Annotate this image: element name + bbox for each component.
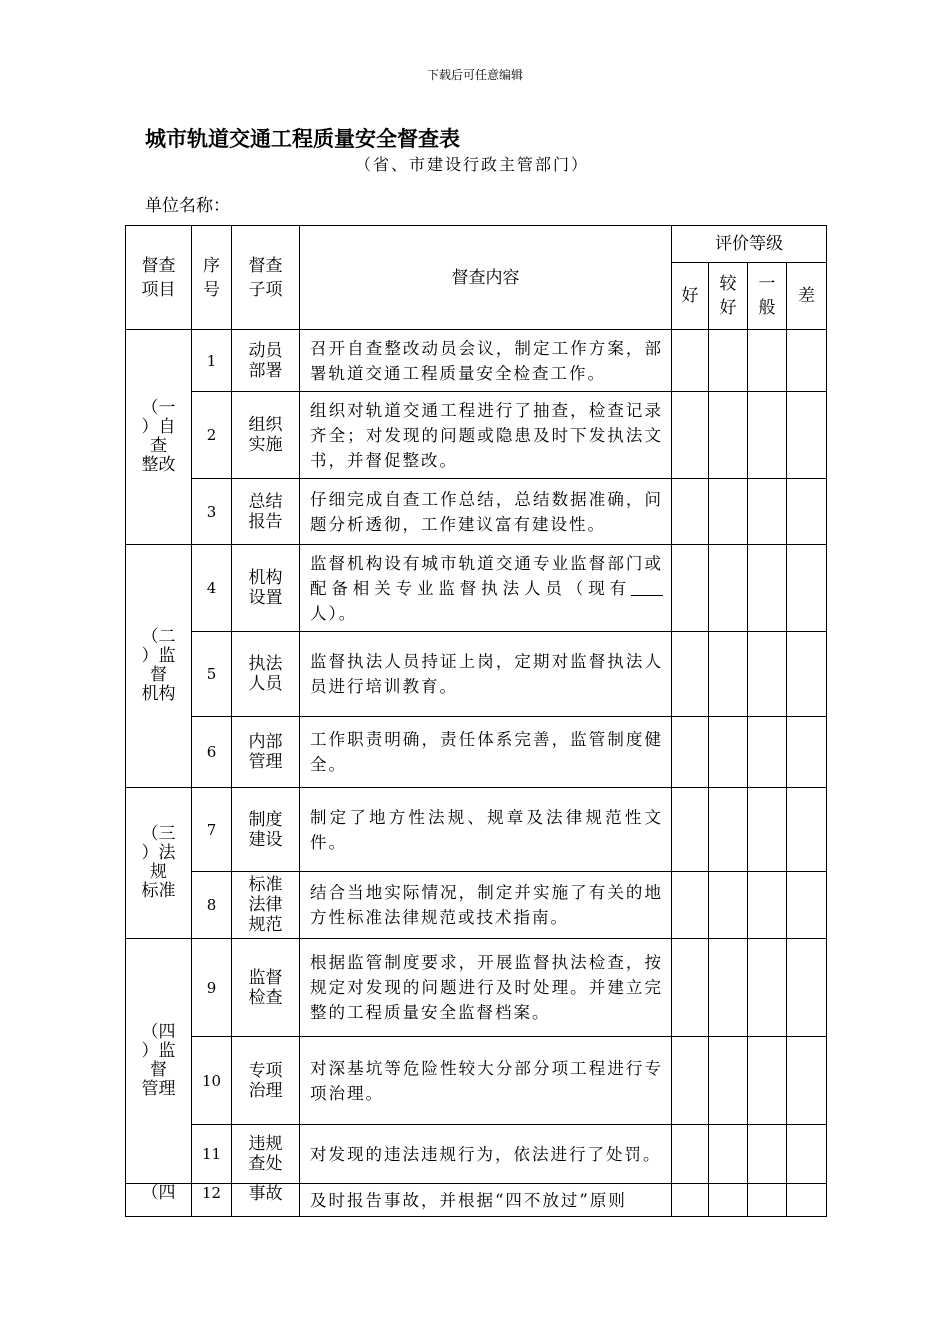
subitem-cell: 动员 部署 xyxy=(232,330,300,392)
seq-cell: 6 xyxy=(192,717,232,788)
table-row xyxy=(126,1037,827,1125)
header-content: 督查内容 xyxy=(300,226,672,330)
rating-good-cell[interactable] xyxy=(672,1037,709,1125)
header-normal: 一 般 xyxy=(748,263,787,330)
rating-poor-cell[interactable] xyxy=(787,545,827,632)
header-good: 好 xyxy=(672,263,709,330)
rating-fair-good-cell[interactable] xyxy=(709,1037,748,1125)
content-cell: 对发现的违法违规行为，依法进行了处罚。 xyxy=(300,1125,672,1184)
rating-fair-good-cell[interactable] xyxy=(709,717,748,788)
rating-good-cell[interactable] xyxy=(672,1125,709,1184)
content-cell: 结合当地实际情况，制定并实施了有关的地方性标准法律规范或技术指南。 xyxy=(300,872,672,939)
rating-fair-good-cell[interactable] xyxy=(709,330,748,392)
rating-normal-cell[interactable] xyxy=(748,1184,787,1217)
seq-cell: 10 xyxy=(192,1037,232,1125)
rating-poor-cell[interactable] xyxy=(787,939,827,1037)
rating-normal-cell[interactable] xyxy=(748,1037,787,1125)
subitem-cell: 事故 xyxy=(232,1184,300,1217)
rating-fair-good-cell[interactable] xyxy=(709,872,748,939)
subitem-cell: 执法 人员 xyxy=(232,632,300,717)
rating-normal-cell[interactable] xyxy=(748,330,787,392)
subitem-cell: 监督 检查 xyxy=(232,939,300,1037)
table-row xyxy=(126,1184,827,1217)
table-row xyxy=(126,717,827,788)
rating-fair-good-cell[interactable] xyxy=(709,545,748,632)
table-row xyxy=(126,479,827,545)
subitem-cell: 标准 法律 规范 xyxy=(232,872,300,939)
rating-good-cell[interactable] xyxy=(672,330,709,392)
rating-poor-cell[interactable] xyxy=(787,872,827,939)
rating-fair-good-cell[interactable] xyxy=(709,788,748,872)
content-cell: 根据监管制度要求，开展监督执法检查，按规定对发现的问题进行及时处理。并建立完整的工程质量安全监督档案。 xyxy=(300,939,672,1037)
rating-poor-cell[interactable] xyxy=(787,1037,827,1125)
content-cell: 监督机构设有城市轨道交通专业监督部门或配备相关专业监督执法人员（现有人）。 xyxy=(300,545,672,632)
seq-cell: 11 xyxy=(192,1125,232,1184)
header-item: 督查 项目 xyxy=(126,226,192,330)
rating-good-cell[interactable] xyxy=(672,717,709,788)
rating-fair-good-cell[interactable] xyxy=(709,479,748,545)
rating-poor-cell[interactable] xyxy=(787,717,827,788)
header-poor: 差 xyxy=(787,263,827,330)
table-row xyxy=(126,392,827,479)
header-rating: 评价等级 xyxy=(672,226,827,263)
rating-poor-cell[interactable] xyxy=(787,1125,827,1184)
table-row xyxy=(126,872,827,939)
subitem-cell: 总结 报告 xyxy=(232,479,300,545)
header-seq: 序 号 xyxy=(192,226,232,330)
category-cell: （二 ）监 督 机构 xyxy=(126,545,192,788)
table-row xyxy=(126,788,827,872)
seq-cell: 1 xyxy=(192,330,232,392)
inspection-table xyxy=(125,225,827,1217)
rating-normal-cell[interactable] xyxy=(748,717,787,788)
rating-normal-cell[interactable] xyxy=(748,545,787,632)
table-row xyxy=(126,330,827,392)
rating-normal-cell[interactable] xyxy=(748,872,787,939)
rating-normal-cell[interactable] xyxy=(748,392,787,479)
subitem-cell: 专项 治理 xyxy=(232,1037,300,1125)
rating-good-cell[interactable] xyxy=(672,545,709,632)
table-row xyxy=(126,545,827,632)
category-cell: （三 ）法 规 标准 xyxy=(126,788,192,939)
content-cell: 仔细完成自查工作总结，总结数据准确，问题分析透彻，工作建议富有建设性。 xyxy=(300,479,672,545)
seq-cell: 9 xyxy=(192,939,232,1037)
rating-poor-cell[interactable] xyxy=(787,632,827,717)
rating-fair-good-cell[interactable] xyxy=(709,392,748,479)
content-cell: 及时报告事故，并根据“四不放过”原则 xyxy=(300,1184,672,1217)
rating-poor-cell[interactable] xyxy=(787,392,827,479)
rating-normal-cell[interactable] xyxy=(748,632,787,717)
seq-cell: 2 xyxy=(192,392,232,479)
category-cell: （四 ）监 督 管理 xyxy=(126,939,192,1184)
rating-fair-good-cell[interactable] xyxy=(709,939,748,1037)
content-cell: 召开自查整改动员会议，制定工作方案，部署轨道交通工程质量安全检查工作。 xyxy=(300,330,672,392)
seq-cell: 3 xyxy=(192,479,232,545)
seq-cell: 4 xyxy=(192,545,232,632)
seq-cell: 12 xyxy=(192,1184,232,1217)
table-row xyxy=(126,939,827,1037)
rating-good-cell[interactable] xyxy=(672,1184,709,1217)
fill-blank[interactable] xyxy=(631,579,663,596)
rating-normal-cell[interactable] xyxy=(748,939,787,1037)
content-cell: 工作职责明确，责任体系完善，监管制度健全。 xyxy=(300,717,672,788)
rating-good-cell[interactable] xyxy=(672,392,709,479)
header-note: 下载后可任意编辑 xyxy=(426,68,523,82)
rating-good-cell[interactable] xyxy=(672,872,709,939)
rating-good-cell[interactable] xyxy=(672,939,709,1037)
rating-good-cell[interactable] xyxy=(672,479,709,545)
category-cell: （四 xyxy=(126,1184,192,1217)
rating-normal-cell[interactable] xyxy=(748,1125,787,1184)
seq-cell: 5 xyxy=(192,632,232,717)
subitem-cell: 机构 设置 xyxy=(232,545,300,632)
content-cell: 对深基坑等危险性较大分部分项工程进行专项治理。 xyxy=(300,1037,672,1125)
header-subitem: 督查 子项 xyxy=(232,226,300,330)
content-cell: 组织对轨道交通工程进行了抽查，检查记录齐全；对发现的问题或隐患及时下发执法文书，并督促整改。 xyxy=(300,392,672,479)
category-cell: （一 ）自 查 整改 xyxy=(126,330,192,545)
table-row xyxy=(126,632,827,717)
seq-cell: 7 xyxy=(192,788,232,872)
table-row xyxy=(126,1125,827,1184)
unit-name-label: 单位名称： xyxy=(145,196,230,216)
rating-poor-cell[interactable] xyxy=(787,479,827,545)
subitem-cell: 组织 实施 xyxy=(232,392,300,479)
content-cell: 制定了地方性法规、规章及法律规范性文件。 xyxy=(300,788,672,872)
subitem-cell: 制度 建设 xyxy=(232,788,300,872)
rating-normal-cell[interactable] xyxy=(748,479,787,545)
rating-good-cell[interactable] xyxy=(672,632,709,717)
subitem-cell: 违规 查处 xyxy=(232,1125,300,1184)
rating-fair-good-cell[interactable] xyxy=(709,1184,748,1217)
subitem-cell: 内部 管理 xyxy=(232,717,300,788)
rating-fair-good-cell[interactable] xyxy=(709,632,748,717)
rating-poor-cell[interactable] xyxy=(787,788,827,872)
seq-cell: 8 xyxy=(192,872,232,939)
rating-good-cell[interactable] xyxy=(672,788,709,872)
page-title: 城市轨道交通工程质量安全督查表 xyxy=(145,127,460,151)
page-subtitle: （省、市建设行政主管部门） xyxy=(355,155,590,174)
content-cell: 监督执法人员持证上岗，定期对监督执法人员进行培训教育。 xyxy=(300,632,672,717)
rating-normal-cell[interactable] xyxy=(748,788,787,872)
rating-fair-good-cell[interactable] xyxy=(709,1125,748,1184)
rating-poor-cell[interactable] xyxy=(787,1184,827,1217)
header-fair-good: 较 好 xyxy=(709,263,748,330)
rating-poor-cell[interactable] xyxy=(787,330,827,392)
